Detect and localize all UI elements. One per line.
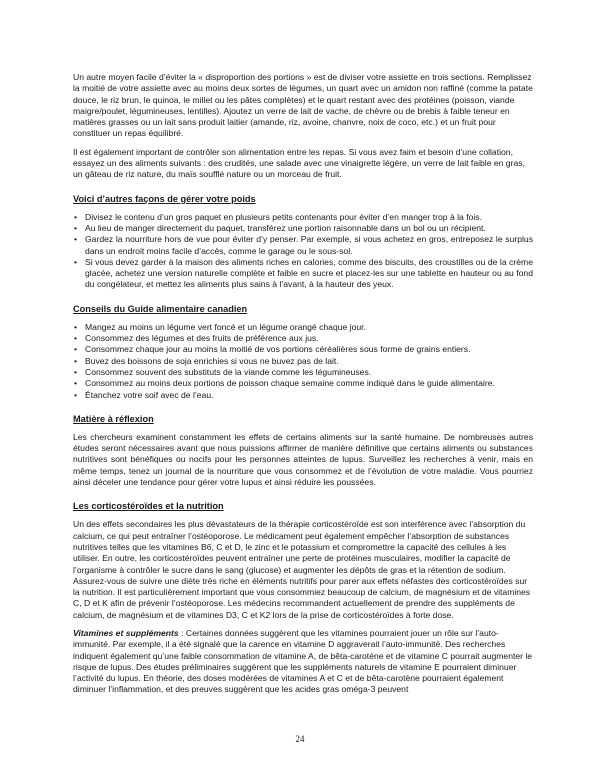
list-item: • Consommez au moins deux portions de poisson chaque semaine comme indiqué dans le guide alimentaire. [73, 378, 533, 389]
document-page [73, 72, 533, 703]
corticosteroids-section-heading: Les corticostéroïdes et la nutrition [73, 501, 224, 512]
corticosteroids-paragraph: Un des effets secondaires les plus dévastateurs de la thérapie corticostéroïde est son interférence avec l’absorption du calcium, ce qui peut entraîner l’ostéoporose. Le médicament peut également empêcher l’absorption de substances nutritives telles que les vitamines B6, C et D, le zinc et le potassium et compromettre la capacité des cellules à les utiliser. En outre, les corticostéroïdes peuvent entraîner une perte de protéines musculaires, modifier la capacité de l’organisme à contrôler le sucre dans le sang (glucose) et augmenter les dépôts de gras et la rétention de sodium. Assurez-vous de suivre une diète très riche en éléments nutritifs pour parer aux effets néfastes des corticostéroïdes sur la nutrition. Il est particulièrement important que vous consommiez beaucoup de calcium, de magnésium et de vitamines C, D et K afin de prévenir l’ostéoporose. Les médecins recommandent actuellement de prendre des suppléments de calcium, de magnésium et de vitamines D3, C et K2 lors de la prise de corticostéroïdes à forte dose. [73, 519, 531, 620]
reflection-paragraph: Les chercheurs examinent constamment les effets de certains aliments sur la santé humaine. De nombreuses autres études seront nécessaires avant que nous puissions affirmer de manière définitive que certains aliments ou substances nutritives sont bénéfiques ou nocifs pour les personnes atteintes de lupus. Surveillez les recherches à venir, mais en même temps, tenez un journal de la nourriture que vous consommez et de l’évolution de votre maladie. Vous pourriez ainsi déceler une tendance pour gérer votre lupus et ainsi réduire les poussées. [73, 431, 533, 488]
list-item: • Mangez au moins un légume vert foncé et un légume orangé chaque jour. [73, 322, 533, 333]
intro-paragraph-1: Un autre moyen facile d’éviter la « disproportion des portions » est de diviser votre assiette en trois sections. Remplissez la moitié de votre assiette avec au moins deux sortes de légumes, un quart avec un amidon non raffiné (comme la patate douce, le riz brun, le quinoa, le millet ou les pâtes complètes) et le quart restant avec des protéines (poisson, viande maigre/poulet, légumineuses, lentilles). Ajoutez un verre de lait de vache, de chèvre ou de brebis à faible teneur en matières grasses ou un lait sans produit laitier (amande, riz, avoine, chanvre, noix de coco, etc.) et un fruit pour constituer un repas équilibré. [73, 72, 533, 139]
vitamins-lead-in: Vitamines et suppléments [73, 627, 179, 638]
list-item: • Consommez des légumes et des fruits de préférence aux jus. [73, 333, 533, 344]
list-item: • Divisez le contenu d’un gros paquet en plusieurs petits contenants pour éviter d’en manger trop à la fois. [73, 212, 533, 223]
list-item: • Consommez chaque jour au moins la moitié de vos portions céréalières sous forme de grains entiers. [73, 344, 533, 355]
reflection-section-heading: Matière à réflexion [73, 413, 154, 424]
vitamins-text: : Certaines données suggèrent que les vitamines pourraient jouer un rôle sur l’auto-immunité. Par exemple, il a été signalé que la carence en vitamine D aggraverait l’auto-immunité. Des recherches indiquent également qu’une faible consommation de vitamine A, de bêta-carotène et de vitamine C pourrait augmenter le risque de lupus. Des études préliminaires suggèrent que les suppléments naturels de vitamine E pourraient diminuer l’activité du lupus. En théorie, des doses modérées de vitamines A et C et de bêta-carotène pourraient également diminuer l’inflammation, et des preuves suggèrent que les acides gras oméga-3 peuvent [73, 627, 533, 695]
list-item: • Consommez souvent des substituts de la viande comme les légumineuses. [73, 367, 533, 378]
list-item: • Gardez la nourriture hors de vue pour éviter d’y penser. Par exemple, si vous achetez en gros, entreposez le surplus dans un endroit moins facile d’accès, comme le garage ou le sous-sol. [73, 234, 533, 257]
guide-tips-list [73, 322, 533, 401]
intro-paragraph-2: Il est également important de contrôler son alimentation entre les repas. Si vous avez faim et besoin d’une collation, essayez un des aliments suivants : des crudités, une salade avec une vinaigrette légère, un verre de lait faible en gras, un gâteau de riz nature, du maïs soufflé nature ou un morceau de fruit. [73, 146, 525, 180]
list-item: • Si vous devez garder à la maison des aliments riches en calories, comme des biscuits, des croustilles ou de la crème glacée, achetez une version naturelle complète et faible en sucre et placez-les sur une tablette en hauteur ou au fond du congélateur, et mettez les aliments plus sains à l’avant, à la hauteur des yeux. [73, 257, 533, 291]
guide-section-heading: Conseils du Guide alimentaire canadien [73, 303, 248, 314]
list-item: • Buvez des boissons de soja enrichies si vous ne buvez pas de lait. [73, 356, 533, 367]
vitamins-paragraph [73, 628, 533, 696]
page-number: 24 [295, 734, 305, 744]
list-item: • Étanchez votre soif avec de l’eau. [73, 390, 533, 401]
weight-section-heading: Voici d’autres façons de gérer votre poids [73, 193, 256, 204]
weight-tips-list [73, 212, 533, 291]
list-item: • Au lieu de manger directement du paquet, transférez une portion raisonnable dans un bol ou un récipient. [73, 223, 533, 234]
